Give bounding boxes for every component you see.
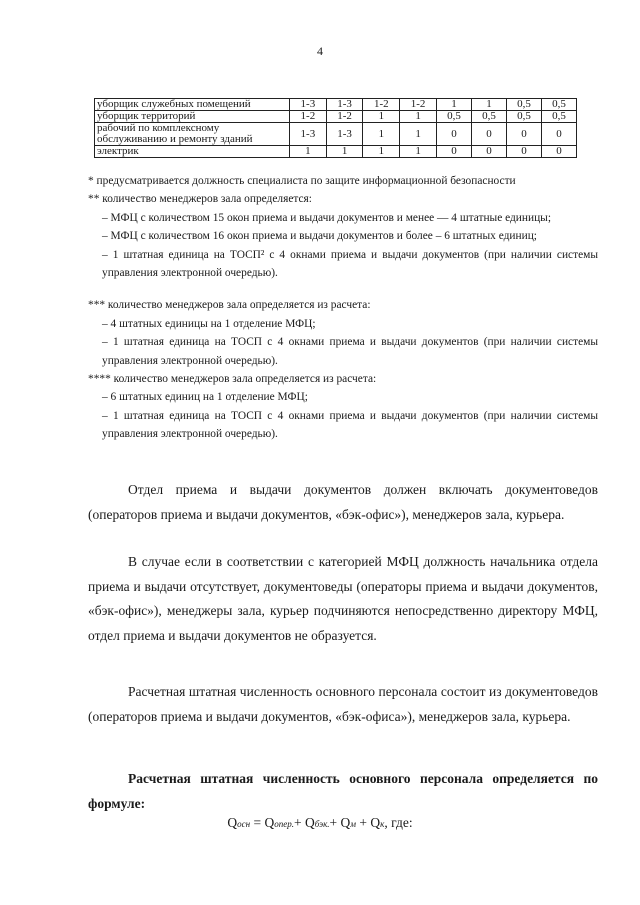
formula-q: Q bbox=[370, 815, 381, 830]
formula-sub-m: м bbox=[350, 819, 357, 829]
paragraph-2 bbox=[88, 550, 598, 648]
formula bbox=[0, 815, 640, 831]
table-cell-value: 1 bbox=[436, 99, 471, 111]
table-cell-value: 0 bbox=[471, 146, 506, 158]
table-cell-value: 0,5 bbox=[471, 111, 506, 123]
table-cell-value: 1 bbox=[400, 111, 437, 123]
table-cell-value: 0 bbox=[506, 123, 541, 146]
footnote-3-item: – 1 штатная единица на ТОСП с 4 окнами приема и выдачи документов (при наличии системы управления электронной очередью). bbox=[102, 336, 598, 367]
paragraph-4 bbox=[88, 767, 598, 816]
table-cell-value: 1 bbox=[326, 146, 363, 158]
formula-q: Q bbox=[264, 815, 275, 830]
footnote-2-item: – МФЦ с количеством 16 окон приема и выдачи документов и более – 6 штатных единиц; bbox=[102, 230, 537, 243]
table-row bbox=[95, 111, 577, 123]
staff-table bbox=[94, 98, 577, 158]
footnote-4-item: – 6 штатных единиц на 1 отделение МФЦ; bbox=[102, 391, 308, 404]
formula-q: Q bbox=[304, 815, 315, 830]
table-cell-value: 0,5 bbox=[506, 111, 541, 123]
formula-eq: = bbox=[250, 815, 265, 830]
paragraph-4-text: Расчетная штатная численность основного персонала определяется по формуле: bbox=[88, 771, 598, 811]
footnote-4-item: – 1 штатная единица на ТОСП с 4 окнами приема и выдачи документов (при наличии системы управления электронной очередью). bbox=[102, 409, 598, 441]
table-cell-value: 1-2 bbox=[326, 111, 363, 123]
table-cell-value: 0 bbox=[436, 123, 471, 146]
table-cell-value: 0,5 bbox=[541, 99, 576, 111]
formula-q: Q bbox=[340, 815, 351, 830]
table-cell-value: 0 bbox=[541, 123, 576, 146]
table-cell-value: 1-3 bbox=[290, 99, 327, 111]
table-cell-value: 0,5 bbox=[541, 111, 576, 123]
table-row bbox=[95, 99, 577, 111]
paragraph-3 bbox=[88, 680, 598, 729]
table-cell-role: электрик bbox=[95, 146, 290, 158]
table-cell-value: 0,5 bbox=[436, 111, 471, 123]
page-number: 4 bbox=[317, 44, 323, 58]
table-cell-value: 1-2 bbox=[290, 111, 327, 123]
table-cell-value: 1-3 bbox=[290, 123, 327, 146]
table-cell-value: 1 bbox=[363, 111, 400, 123]
table-cell-value: 1 bbox=[400, 146, 437, 158]
footnote-2-heading: ** количество менеджеров зала определяется: bbox=[88, 193, 312, 206]
footnote-4-heading: **** количество менеджеров зала определяется из расчета: bbox=[88, 373, 377, 386]
table-cell-value: 0,5 bbox=[506, 99, 541, 111]
paragraph-1 bbox=[88, 478, 598, 527]
table-cell-value: 0 bbox=[471, 123, 506, 146]
paragraph-1-text: Отдел приема и выдачи документов должен включать документоведов (операторов приема и выдачи документов, «бэк-офис»), менеджеров зала, курьера. bbox=[88, 482, 598, 522]
footnote-3-item: – 4 штатных единицы на 1 отделение МФЦ; bbox=[102, 317, 316, 330]
table-cell-value: 1-2 bbox=[363, 99, 400, 111]
formula-sub-oper: опер. bbox=[274, 819, 294, 829]
formula-plus: + bbox=[293, 815, 305, 830]
table-cell-value: 1 bbox=[471, 99, 506, 111]
paragraph-2-text: В случае если в соответствии с категорией МФЦ должность начальника отдела приема и выдачи отсутствует, документоведы (операторы приема и выдачи документов, «бэк-офис»), менеджеры зала, курьер подчиняются непосредственно директору МФЦ, отдел приема и выдачи документов не образуется. bbox=[88, 554, 598, 643]
table-cell-role: рабочий по комплексному обслуживанию и ремонту зданий bbox=[95, 123, 290, 146]
table-cell-value: 0 bbox=[541, 146, 576, 158]
formula-plus: + bbox=[329, 815, 341, 830]
formula-q: Q bbox=[227, 815, 238, 830]
formula-sub-bek: бэк. bbox=[314, 819, 330, 829]
footnote-2-item: – МФЦ с количеством 15 окон приема и выдачи документов и менее — 4 штатные единицы; bbox=[102, 211, 551, 224]
table-cell-value: 1 bbox=[363, 123, 400, 146]
formula-sub-k: к bbox=[380, 819, 385, 829]
footnote-2-item: – 1 штатная единица на ТОСП² с 4 окнами приема и выдачи документов (при наличии системы управления электронной очередью). bbox=[102, 248, 598, 280]
formula-sub-osn: осн bbox=[237, 819, 251, 829]
table-cell-value: 1-2 bbox=[400, 99, 437, 111]
table-cell-value: 1 bbox=[290, 146, 327, 158]
table-cell-value: 0 bbox=[436, 146, 471, 158]
formula-tail: , где: bbox=[384, 815, 413, 830]
footnotes bbox=[88, 172, 598, 444]
table-cell-role: уборщик служебных помещений bbox=[95, 99, 290, 111]
table-cell-role: уборщик территорий bbox=[95, 111, 290, 123]
table-cell-value: 0 bbox=[506, 146, 541, 158]
formula-plus: + bbox=[356, 815, 371, 830]
footnote-1: * предусматривается должность специалиста по защите информационной безопасности bbox=[88, 175, 516, 187]
table-cell-value: 1 bbox=[363, 146, 400, 158]
table-cell-value: 1 bbox=[400, 123, 437, 146]
paragraph-3-text: Расчетная штатная численность основного персонала состоит из документоведов (операторов приема и выдачи документов, «бэк-офиса»), менеджеров зала, курьера. bbox=[88, 684, 598, 724]
table-row bbox=[95, 146, 577, 158]
table-row bbox=[95, 123, 577, 146]
footnote-3-heading: *** количество менеджеров зала определяется из расчета: bbox=[88, 299, 371, 312]
table-cell-value: 1-3 bbox=[326, 99, 363, 111]
table-cell-value: 1-3 bbox=[326, 123, 363, 146]
